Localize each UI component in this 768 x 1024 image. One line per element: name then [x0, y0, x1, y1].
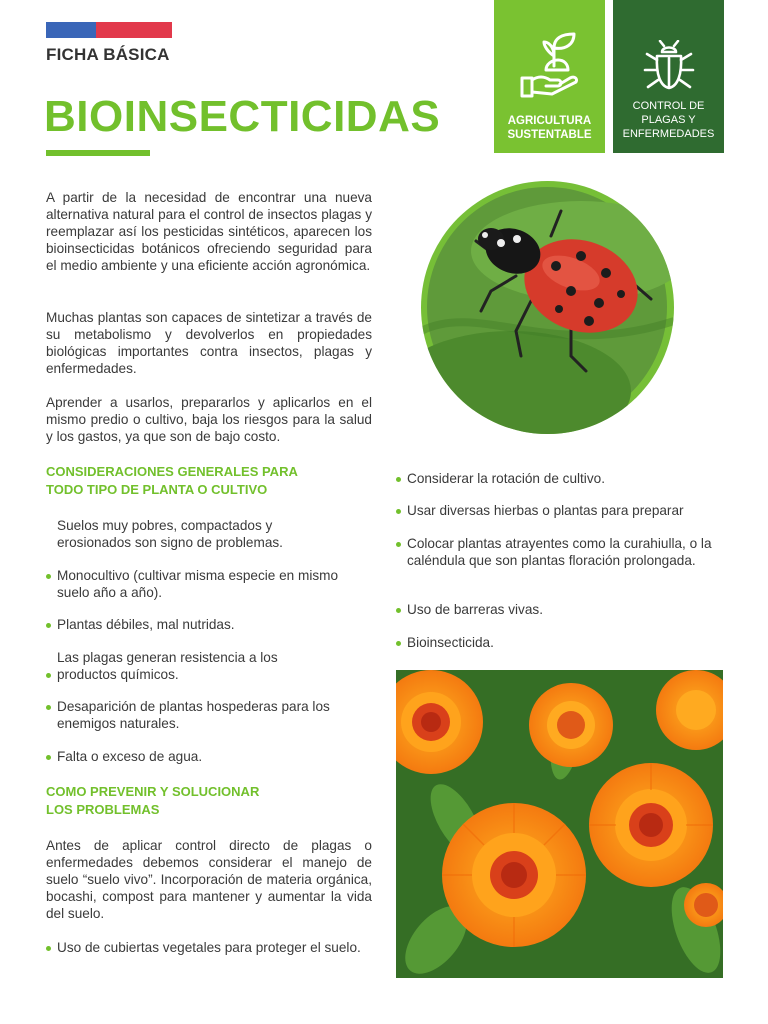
section-heading-consideraciones: CONSIDERACIONES GENERALES PARA TODO TIPO DE PLANTA O CULTIVO	[46, 464, 298, 497]
flag-blue-stripe	[46, 22, 96, 38]
intro-paragraph-3: Aprender a usarlos, prepararlos y aplicarlos en el mismo predio o cultivo, baja los riesgos para la salud y los gastos, ya que son de bajo costo.	[46, 395, 372, 444]
tag-agricultura-sustentable	[494, 0, 605, 153]
ladybug-photo	[421, 181, 674, 434]
flag-red-stripe	[96, 22, 172, 38]
doc-type-label: FICHA BÁSICA	[46, 45, 170, 64]
list-item: Bioinsecticida.	[396, 634, 726, 651]
bug-icon	[642, 40, 696, 92]
list-item: Usar diversas hierbas o plantas para preparar	[396, 502, 726, 519]
hand-plant-icon	[518, 30, 582, 100]
list-item: Considerar la rotación de cultivo.	[396, 470, 726, 487]
section2-paragraph: Antes de aplicar control directo de plagas o enfermedades debemos considerar el manejo de suelo “suelo vivo”. Incorporación de materia orgánica, bocashi, compost para mantener y aumentar la vida del suelo.	[46, 838, 372, 921]
list-item: Desaparición de plantas hospederas para los enemigos naturales.	[46, 698, 366, 732]
title-underline	[46, 150, 150, 156]
list-item: Las plagas generan resistencia a los productos químicos.	[46, 649, 316, 683]
list-item: Uso de barreras vivas.	[396, 601, 726, 618]
list-item: Monocultivo (cultivar misma especie en mismo suelo año a año).	[46, 567, 346, 601]
list-item: Suelos muy pobres, compactados y erosionados son signo de problemas.	[57, 518, 283, 550]
page-title: BIOINSECTICIDAS	[44, 92, 441, 141]
list-item: Falta o exceso de agua.	[46, 748, 346, 765]
calendula-photo	[396, 670, 723, 978]
tag-control-plagas	[613, 0, 724, 153]
list-item: Colocar plantas atrayentes como la curahiulla, o la caléndula que son plantas floración prolongada.	[396, 535, 718, 569]
intro-paragraph-2: Muchas plantas son capaces de sintetizar a través de su metabolismo y devolverlos en propiedades biológicas importantes contra insectos, plagas y enfermedades.	[46, 310, 372, 376]
list-item: Plantas débiles, mal nutridas.	[46, 616, 346, 633]
list-item: Uso de cubiertas vegetales para proteger el suelo.	[46, 939, 366, 956]
section-heading-prevenir: COMO PREVENIR Y SOLUCIONAR LOS PROBLEMAS	[46, 784, 260, 817]
intro-paragraph-1: A partir de la necesidad de encontrar una nueva alternativa natural para el control de insectos plagas y reemplazar así los pesticidas sintéticos, aparecen los bioinsecticidas botánicos ofreciendo seguridad para el medio ambiente y una eficiente acción agronómica.	[46, 190, 372, 273]
tag-label: CONTROL DE PLAGAS Y ENFERMEDADES	[622, 100, 715, 140]
tag-label: AGRICULTURA SUSTENTABLE	[507, 115, 592, 141]
